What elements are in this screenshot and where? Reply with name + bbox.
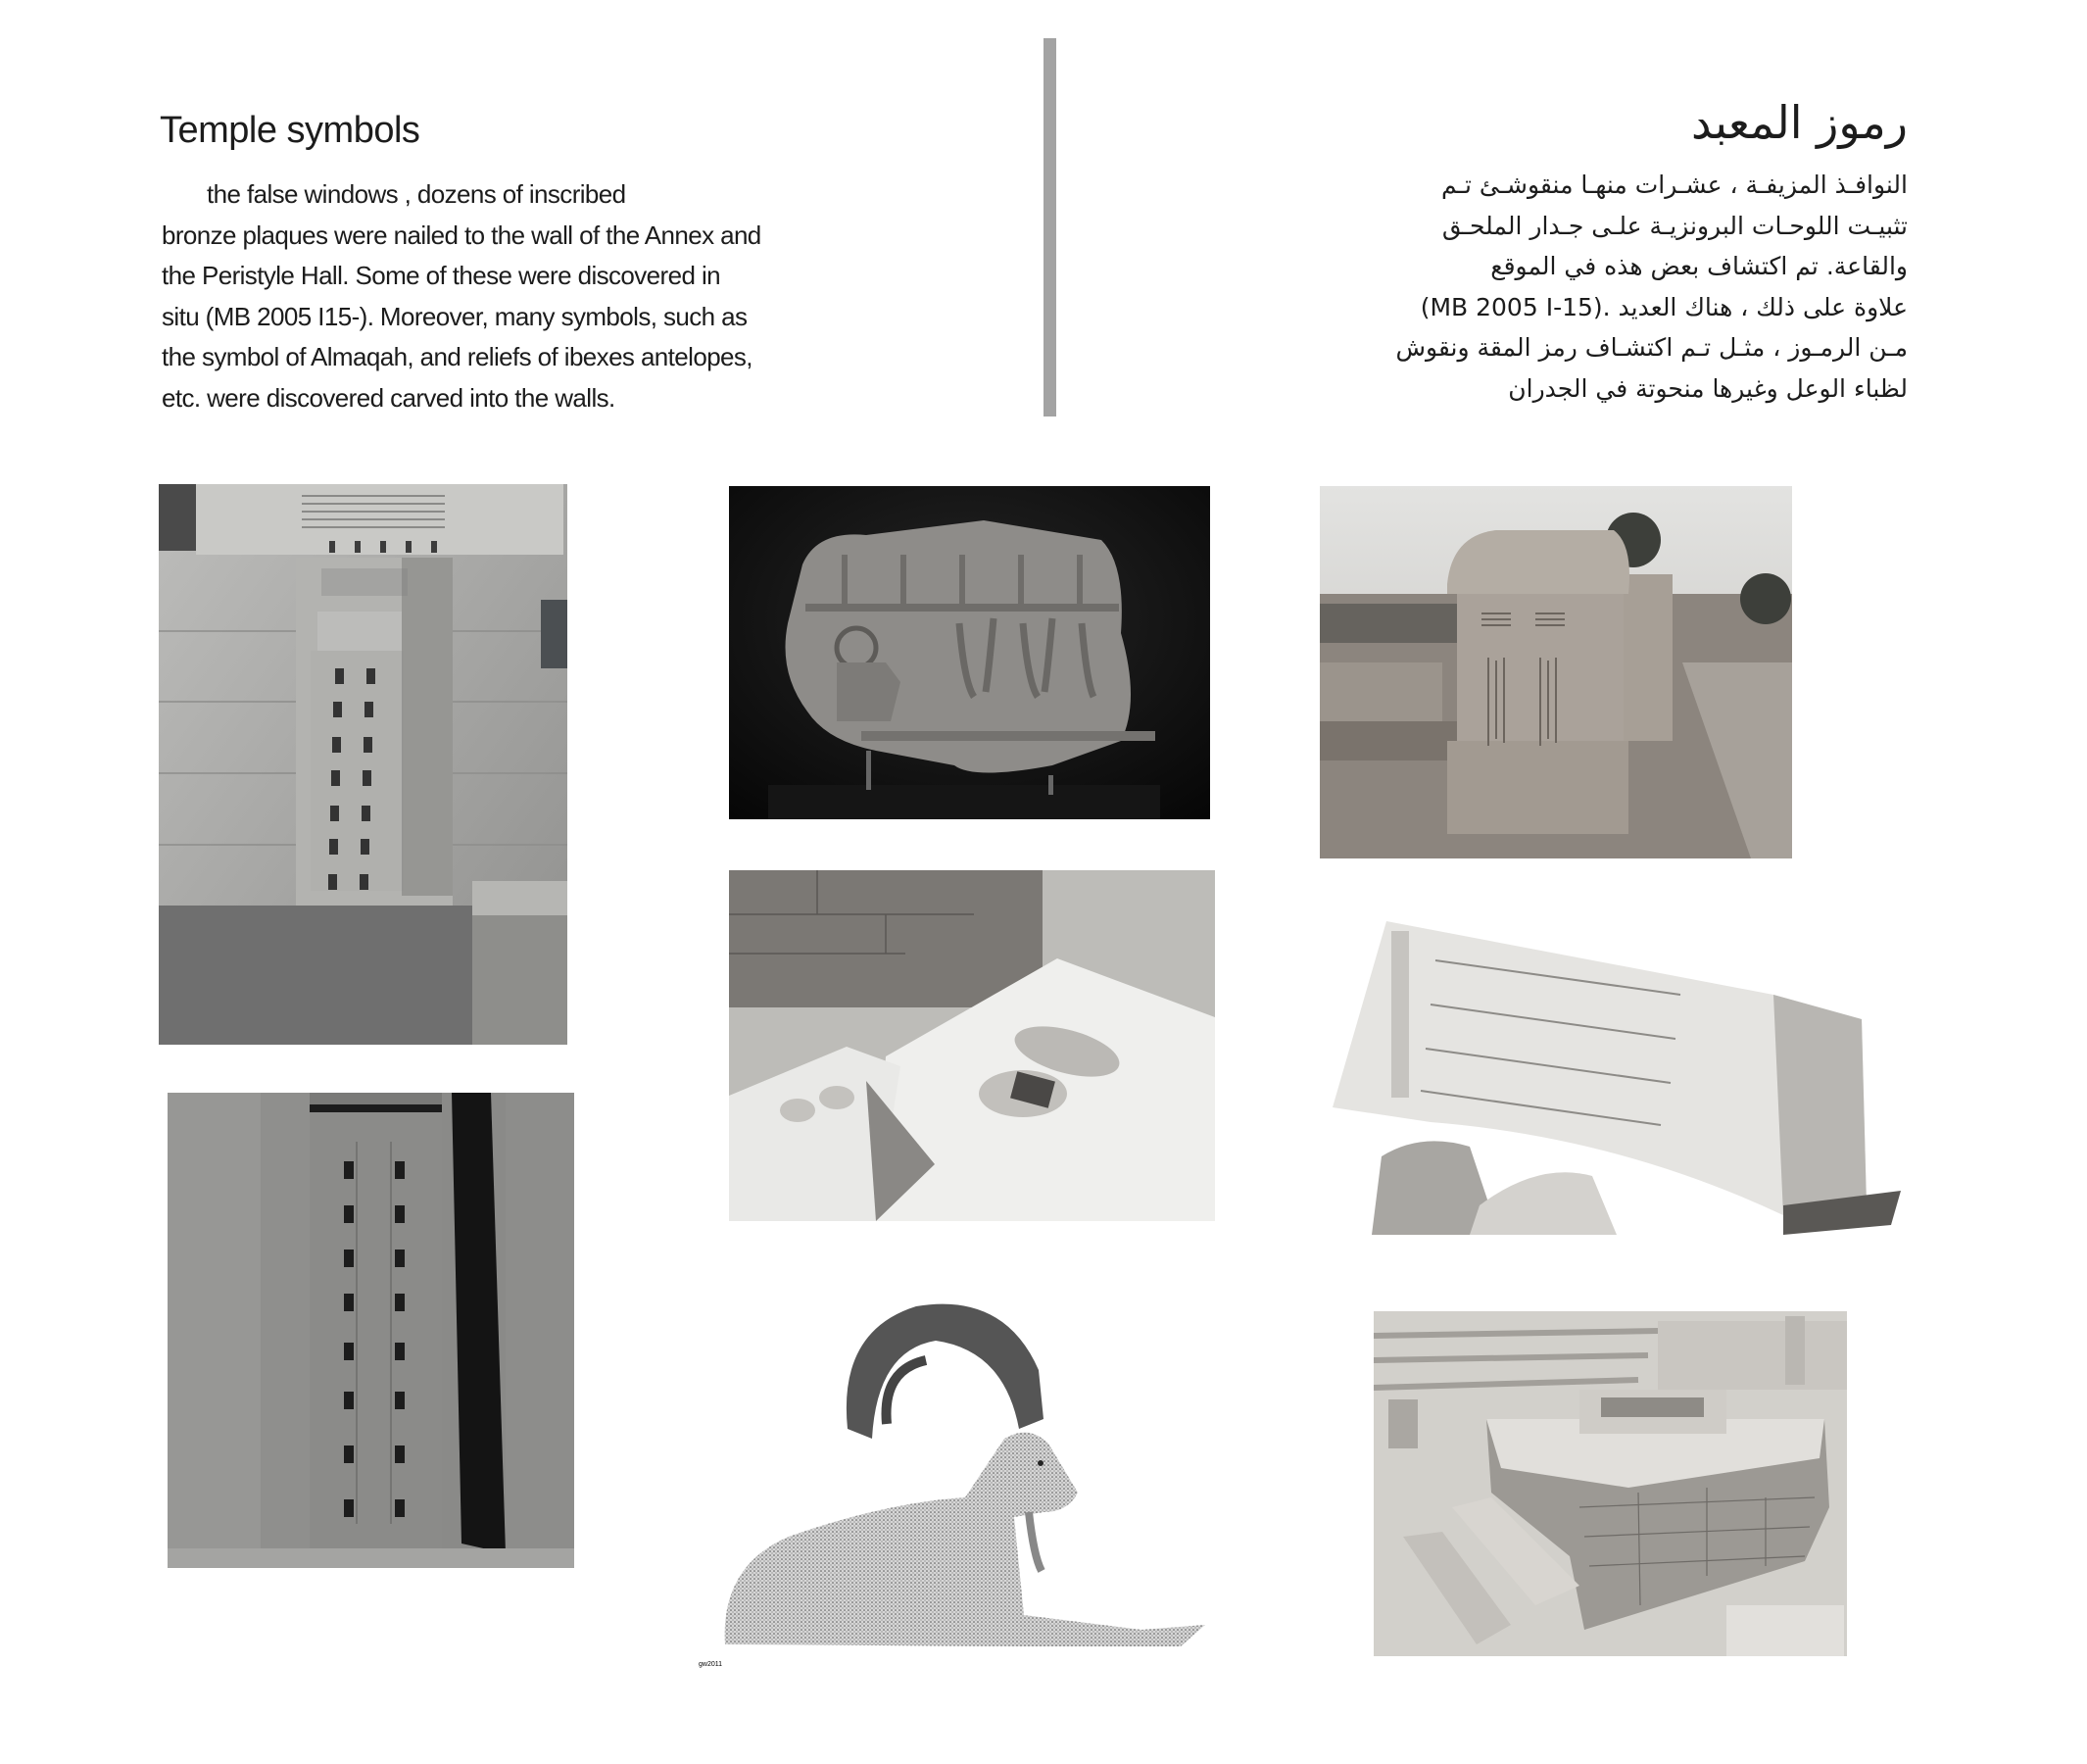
english-line: the false windows , dozens of inscribed: [207, 179, 626, 209]
arabic-line: تثبيـت اللوحـات البرونزيـة علـى جـدار الملحـق: [1441, 211, 1908, 240]
arabic-title: رموز المعبد: [1690, 96, 1908, 149]
ibex-drawing: [691, 1292, 1239, 1686]
relief-plaque-photo: [729, 486, 1210, 819]
english-line: the Peristyle Hall. Some of these were discovered in: [162, 261, 720, 290]
altar-stele-photo: [1320, 486, 1792, 858]
english-line: etc. were discovered carved into the walls.: [162, 382, 615, 413]
false-window-photo: [159, 484, 567, 1045]
arabic-line: مـن الرمـوز ، مثـل تـم اكتشـاف رمز المقة ونقوش: [1395, 333, 1908, 362]
footprint-blocks-photo: [729, 870, 1215, 1221]
english-title: Temple symbols: [160, 110, 420, 151]
english-line: bronze plaques were nailed to the wall of the Annex and: [162, 220, 761, 250]
artist-signature: gw2011: [699, 1661, 723, 1668]
english-paragraph: [162, 174, 867, 418]
false-window-panel-photo: [168, 1093, 574, 1568]
altar-platform-photo: [1374, 1311, 1847, 1656]
fallen-block-photo: [1323, 911, 1906, 1240]
arabic-line: لظباء الوعل وغيرها منحوتة في الجدران: [1508, 373, 1908, 403]
arabic-line: والقاعة. تم اكتشاف بعض هذه في الموقع: [1490, 252, 1908, 280]
english-line: the symbol of Almaqah, and reliefs of ibexes antelopes,: [162, 342, 752, 371]
vertical-divider: [1044, 38, 1056, 416]
english-line: situ (MB 2005 I15-). Moreover, many symbols, such as: [162, 301, 748, 331]
arabic-line: النوافـذ المزيفـة ، عشـرات منهـا منقوشـئ تـم: [1440, 171, 1908, 199]
arabic-line: علاوة على ذلك ، هناك العديد .(MB 2005 I-15): [1420, 292, 1908, 321]
arabic-paragraph: [1320, 165, 1908, 409]
